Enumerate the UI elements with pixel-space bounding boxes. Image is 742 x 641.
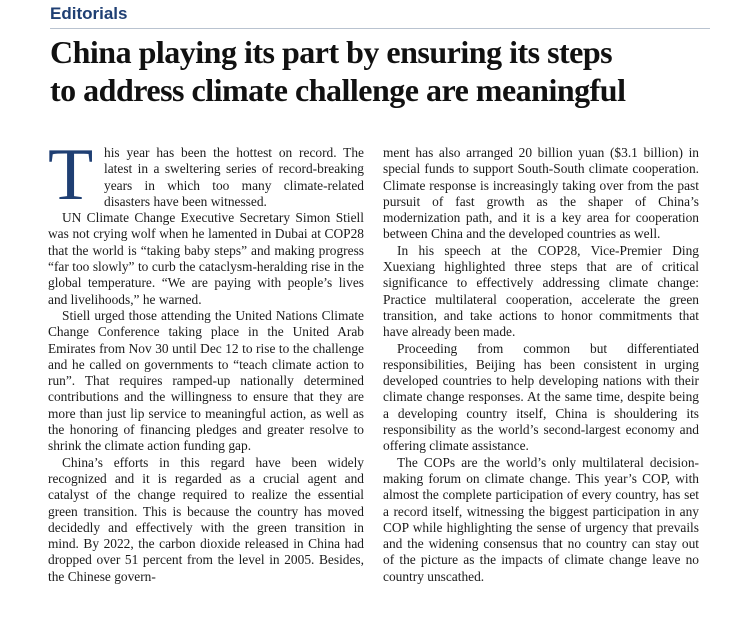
section-label: Editorials xyxy=(50,4,128,23)
paragraph-2: Stiell urged those attending the United Nations Climate Change Conference taking place in the United Arab Emirates from Nov 30 until Dec 12 to rise to the challenge and he called on governments to “teach climate action to run”. That requires ramped-up nationally determined contributions and the willingness to ensure that they are more than just lip service to meaningful action, as well as the honoring of financing pledges and greater resolve to shrink the climate action funding gap. xyxy=(48,307,364,454)
header-rule xyxy=(50,28,710,29)
article-column-right xyxy=(383,145,699,585)
paragraph-1: UN Climate Change Executive Secretary Simon Stiell was not crying wolf when he lamented in Dubai at COP28 that the world is “taking baby steps” and making progress “far too slowly” to curb the cataclysm-heralding rise in the global temperature. “We are paying with people’s lives and livelihoods,” he warned. xyxy=(48,210,364,307)
headline-line-2: to address climate challenge are meaningful xyxy=(50,72,626,108)
paragraph-1-lead xyxy=(48,134,364,216)
paragraph-3-continued: ment has also arranged 20 billion yuan ($3.1 billion) in special funds to support South-South climate cooperation. Climate response is increasingly taking over from the past pursuit of fast growth as the shaper of China’s modernization path, and it is a key area for cooperation between China and the developed countries as well. xyxy=(383,145,699,242)
paragraph-6: The COPs are the world’s only multilateral decision-making forum on climate change. This year’s COP, with almost the complete participation of every country, has set a record itself, witnessing the biggest participation in any COP while highlighting the sense of urgency that prevails and the widening consensus that no country can stay out of the picture as the impacts of climate change leave no country unscathed. xyxy=(383,454,699,584)
paragraph-1-lead-text: his year has been the hottest on record. The latest in a sweltering series of record-breaking years in which too many climate-related disasters have been witnessed. xyxy=(104,145,364,209)
article-column-left xyxy=(48,134,364,585)
paragraph-3: China’s efforts in this regard have been widely recognized and it is regarded as a crucial agent and catalyst of the change required to realize the essential green transition. This is because the country has moved decidedly and effectively with the green transition in mind. By 2022, the carbon dioxide released in China had dropped over 51 percent from the level in 2005. Besides, the Chinese govern- xyxy=(48,454,364,584)
headline-line-1: China playing its part by ensuring its steps xyxy=(50,34,613,70)
headline xyxy=(50,33,720,109)
drop-cap: T xyxy=(48,134,94,216)
paragraph-5: Proceeding from common but differentiated responsibilities, Beijing has been consistent in urging developed countries to help developing nations with their climate change responses. At the same time, despite being a developing country itself, China is shouldering its responsibility as the world’s second-largest economy and offering climate assistance. xyxy=(383,340,699,454)
paragraph-4: In his speech at the COP28, Vice-Premier Ding Xuexiang highlighted three steps that are of critical significance to effectively addressing climate change: Practice multilateral cooperation, accelerate the green transition, and take actions to honor commitments that have already been made. xyxy=(383,242,699,340)
